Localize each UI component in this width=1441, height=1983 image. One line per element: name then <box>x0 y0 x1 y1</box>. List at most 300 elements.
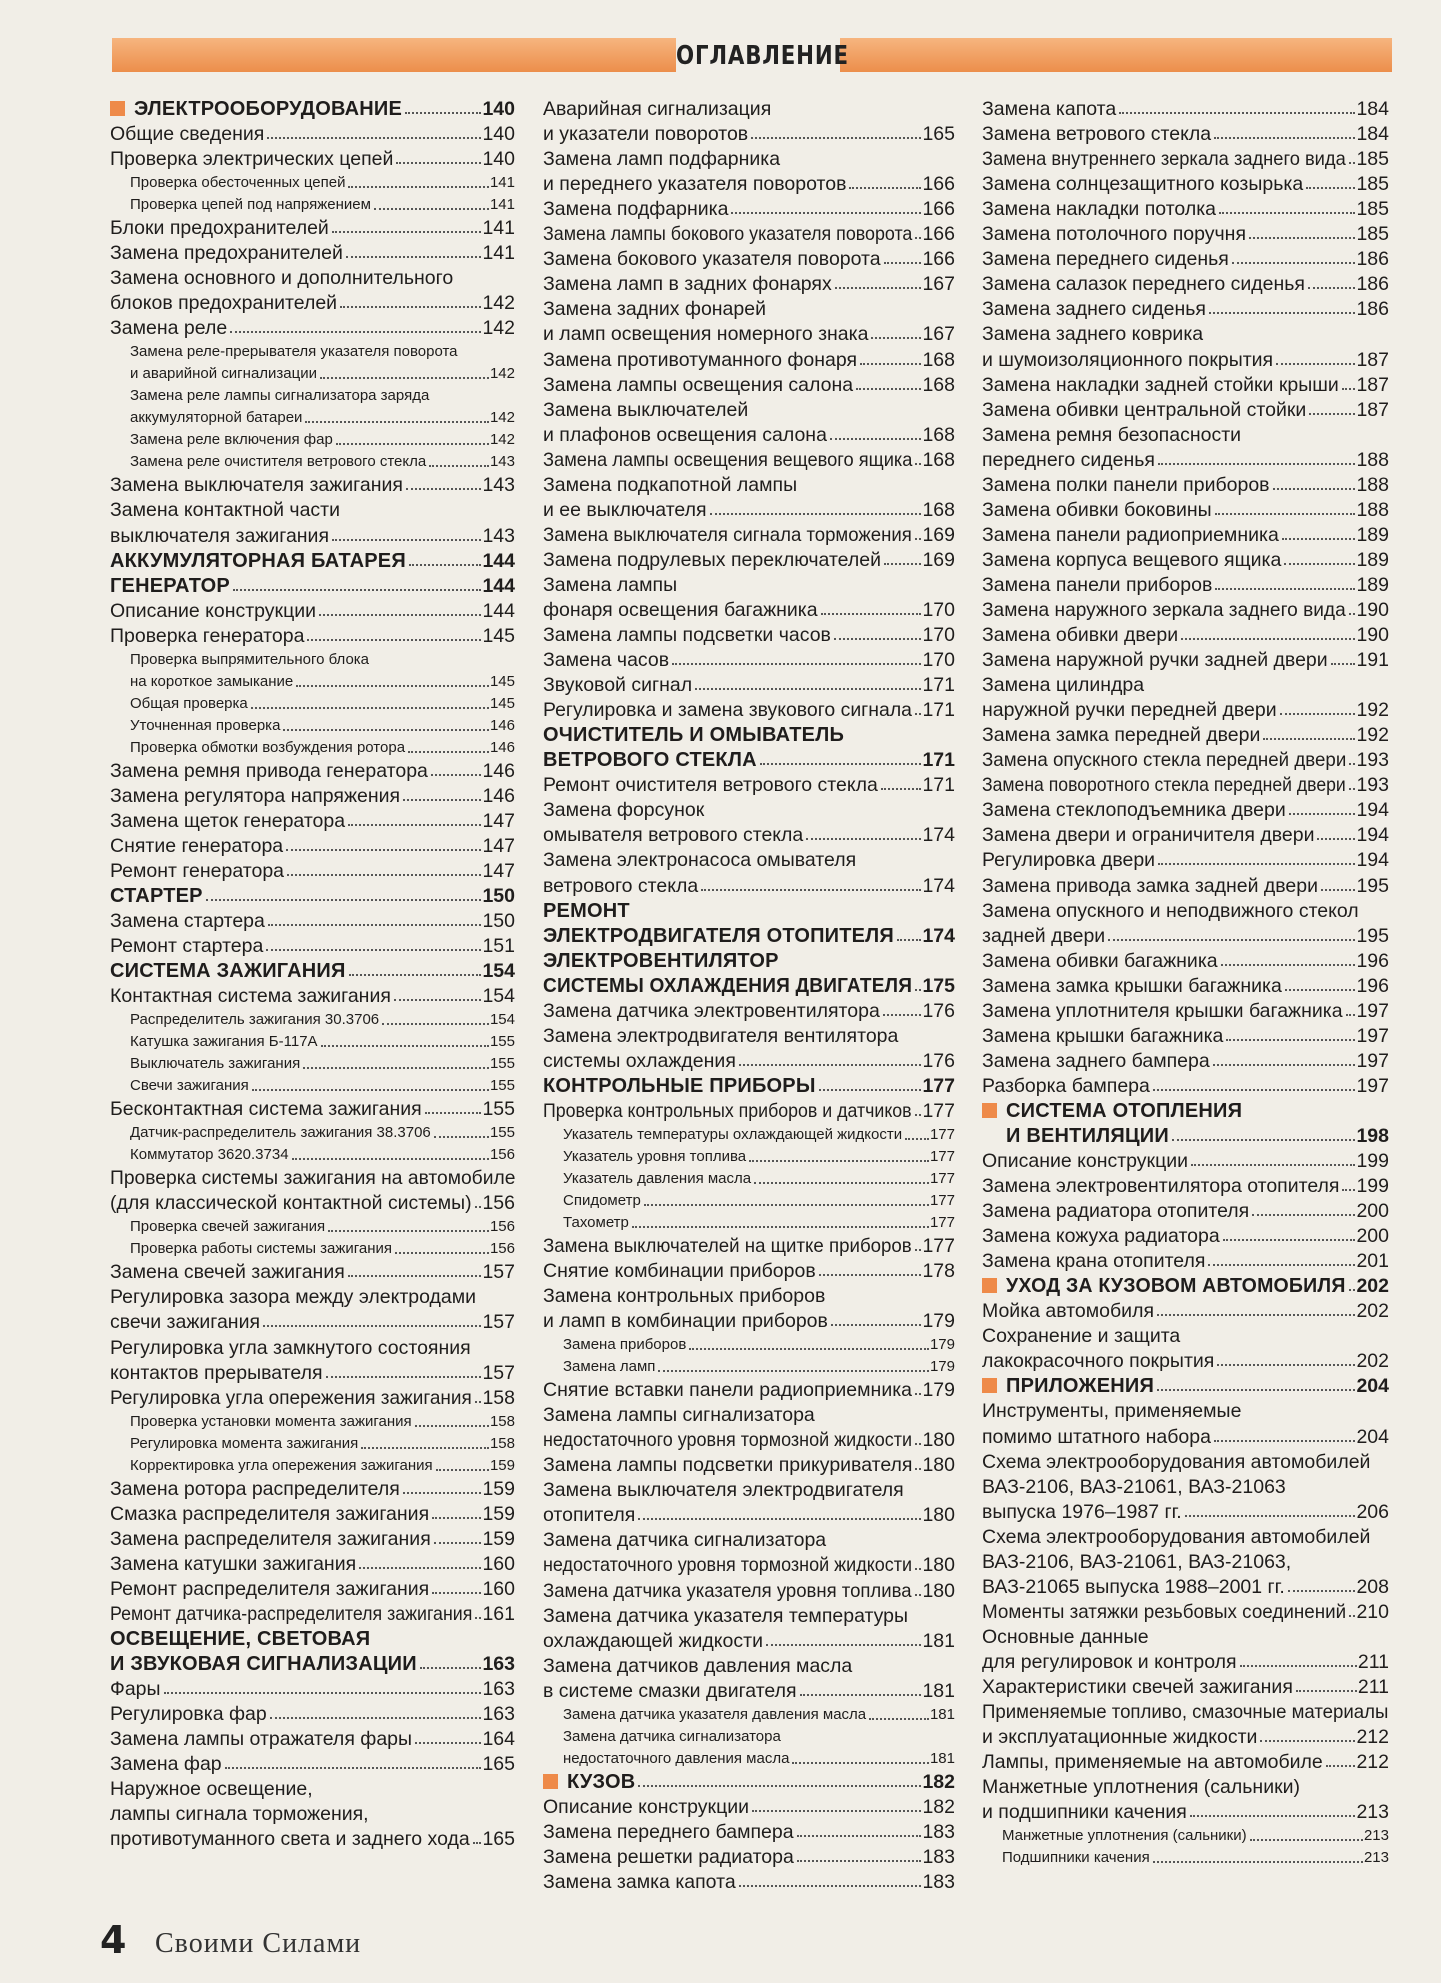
toc-entry[interactable] <box>110 621 515 646</box>
toc-entry[interactable] <box>110 781 515 806</box>
toc-entry[interactable] <box>543 795 955 845</box>
toc-entry-title: Замена ламп подфарника <box>543 148 781 171</box>
dot-leader <box>340 306 481 308</box>
toc-entry-title: Замена реле лампы сигнализатора заряда <box>130 387 430 405</box>
toc-entry[interactable] <box>543 1281 955 1331</box>
toc-subentry[interactable] <box>110 448 515 470</box>
dot-leader <box>164 1692 482 1694</box>
toc-subentry[interactable] <box>110 1408 515 1430</box>
dot-leader <box>409 564 482 566</box>
toc-entry[interactable] <box>110 1549 515 1574</box>
toc-page-number: 177 <box>929 1125 955 1143</box>
dot-leader <box>1349 1615 1355 1617</box>
toc-entry[interactable] <box>543 1842 955 1867</box>
dot-leader <box>883 1014 922 1016</box>
toc-entry[interactable] <box>982 495 1389 520</box>
toc-entry[interactable] <box>982 1396 1389 1446</box>
toc-entry-title: Замена двери и ограничителя двери <box>982 824 1315 847</box>
toc-subentry[interactable] <box>543 1187 955 1209</box>
dot-leader <box>1219 212 1355 214</box>
dot-leader <box>632 1226 929 1228</box>
toc-entry-title: Выключатель зажигания <box>130 1055 301 1073</box>
toc-entry-title: Замена ламп <box>563 1358 656 1376</box>
toc-subentry[interactable] <box>110 1072 515 1094</box>
toc-subentry[interactable] <box>982 1822 1389 1844</box>
toc-entry[interactable] <box>110 756 515 781</box>
toc-entry-title: Проверка работы системы зажигания <box>130 1240 393 1258</box>
toc-entry-title: Проверка генератора <box>110 624 305 647</box>
toc-subentry[interactable] <box>543 1723 955 1767</box>
toc-entry[interactable] <box>543 294 955 344</box>
toc-entry[interactable] <box>982 219 1389 244</box>
toc-entry-title: Замена подкапотной лампы <box>543 473 798 496</box>
toc-page-number: 188 <box>1356 498 1389 521</box>
toc-subentry[interactable] <box>110 382 515 426</box>
toc-entry[interactable] <box>982 1697 1389 1747</box>
toc-entry[interactable] <box>110 119 515 144</box>
toc-entry[interactable] <box>982 820 1389 845</box>
toc-entry[interactable] <box>982 570 1389 595</box>
toc-page-number: 146 <box>489 716 515 734</box>
toc-subentry[interactable] <box>110 1119 515 1141</box>
dot-leader <box>303 1067 489 1069</box>
toc-page-number: 202 <box>1356 1275 1389 1298</box>
toc-entry[interactable] <box>110 1699 515 1724</box>
toc-page-number: 144 <box>482 599 515 622</box>
toc-entry[interactable] <box>982 269 1389 294</box>
toc-subentry[interactable] <box>110 1028 515 1050</box>
toc-entry[interactable] <box>982 1597 1389 1622</box>
toc-entry-title: и аварийной сигнализации <box>130 365 317 383</box>
toc-page-number: 180 <box>922 1504 955 1527</box>
toc-page-number: 145 <box>482 624 515 647</box>
toc-entry[interactable] <box>982 1672 1389 1697</box>
toc-subentry[interactable] <box>543 1209 955 1231</box>
toc-subentry[interactable] <box>110 1141 515 1163</box>
toc-entry-title: Регулировка угла опережения зажигания <box>110 1386 472 1409</box>
dot-leader <box>819 1274 922 1276</box>
toc-entry[interactable] <box>110 981 515 1006</box>
dot-leader <box>749 1160 929 1162</box>
toc-entry[interactable] <box>982 1747 1389 1772</box>
toc-subentry[interactable] <box>543 1121 955 1143</box>
toc-section[interactable] <box>110 881 515 906</box>
dot-leader <box>752 1810 921 1812</box>
toc-entry[interactable] <box>110 1599 515 1624</box>
toc-entry[interactable] <box>543 94 955 144</box>
toc-page-number: 168 <box>922 373 955 396</box>
toc-entry[interactable] <box>543 470 955 520</box>
toc-entry-title: Замена стартера <box>110 910 265 933</box>
toc-subentry[interactable] <box>110 1430 515 1452</box>
toc-page-number: 186 <box>1356 298 1389 321</box>
toc-entry[interactable] <box>543 269 955 294</box>
toc-entry[interactable] <box>982 395 1389 420</box>
toc-entry[interactable] <box>982 520 1389 545</box>
toc-entry-title: Замена предохранителей <box>110 242 343 265</box>
toc-subentry[interactable] <box>543 1331 955 1353</box>
toc-entry-title: Замена радиатора отопителя <box>982 1200 1250 1223</box>
dot-leader <box>915 237 921 239</box>
toc-subentry[interactable] <box>110 1050 515 1072</box>
toc-entry[interactable] <box>982 1071 1389 1096</box>
toc-entry-title: в системе смазки двигателя <box>543 1679 797 1702</box>
toc-subentry[interactable] <box>543 1165 955 1187</box>
toc-page-number: 155 <box>482 1098 515 1121</box>
toc-section[interactable] <box>543 1767 955 1792</box>
toc-subentry[interactable] <box>110 338 515 382</box>
toc-section[interactable] <box>543 896 955 946</box>
toc-entry[interactable] <box>110 238 515 263</box>
toc-entry[interactable] <box>543 370 955 395</box>
dot-leader <box>225 1767 482 1769</box>
toc-entry-title: Проверка установки момента зажигания <box>130 1412 412 1430</box>
toc-entry[interactable] <box>982 870 1389 895</box>
toc-entry[interactable] <box>110 1282 515 1332</box>
toc-section[interactable] <box>982 1271 1389 1296</box>
toc-page-number: 186 <box>1356 273 1389 296</box>
toc-entry[interactable] <box>982 1171 1389 1196</box>
toc-entry[interactable] <box>110 1724 515 1749</box>
toc-entry[interactable] <box>982 971 1389 996</box>
toc-entry[interactable] <box>982 1046 1389 1071</box>
toc-page-number: 181 <box>929 1705 955 1723</box>
toc-subentry[interactable] <box>110 734 515 756</box>
toc-page-number: 157 <box>482 1261 515 1284</box>
toc-entry[interactable] <box>982 319 1389 369</box>
dot-leader <box>420 1667 482 1669</box>
toc-page-number: 193 <box>1356 749 1389 772</box>
toc-entry-title: Инструменты, применяемые <box>982 1400 1242 1423</box>
toc-entry[interactable] <box>543 1450 955 1475</box>
toc-entry-title: Замена распределителя зажигания <box>110 1527 431 1550</box>
dot-leader <box>1349 1289 1356 1291</box>
toc-entry[interactable] <box>543 996 955 1021</box>
dot-leader <box>710 513 922 515</box>
toc-entry-title: Ремонт генератора <box>110 859 285 882</box>
toc-page-number: 189 <box>1356 523 1389 546</box>
toc-section[interactable] <box>982 1096 1389 1146</box>
toc-entry[interactable] <box>982 720 1389 745</box>
toc-entry-title: Замена бокового указателя поворота <box>543 248 881 271</box>
dot-leader <box>905 1138 929 1140</box>
toc-entry-title: Замена датчика сигнализатора <box>563 1727 781 1745</box>
toc-page-number: 195 <box>1356 924 1389 947</box>
toc-subentry[interactable] <box>982 1844 1389 1866</box>
toc-page-number: 171 <box>922 699 955 722</box>
toc-entry[interactable] <box>982 645 1389 670</box>
toc-entry[interactable] <box>982 620 1389 645</box>
dot-leader <box>739 1064 922 1066</box>
toc-entry[interactable] <box>982 545 1389 570</box>
dot-leader <box>915 713 921 715</box>
toc-section[interactable] <box>110 94 515 119</box>
toc-entry[interactable] <box>543 1375 955 1400</box>
toc-entry[interactable] <box>543 194 955 219</box>
toc-entry-title: Замена крышки багажника <box>982 1024 1224 1047</box>
toc-subentry[interactable] <box>110 191 515 213</box>
toc-entry-title: Замена контактной части <box>110 499 341 522</box>
toc-entry-title: Свечи зажигания <box>130 1077 249 1095</box>
toc-entry[interactable] <box>543 219 955 244</box>
toc-page-number: 154 <box>482 985 515 1008</box>
toc-subentry[interactable] <box>110 426 515 448</box>
toc-entry[interactable] <box>110 1774 515 1849</box>
dot-leader <box>396 162 481 164</box>
toc-entry[interactable] <box>982 169 1389 194</box>
toc-entry[interactable] <box>110 470 515 495</box>
dot-leader <box>1306 187 1355 189</box>
toc-section[interactable] <box>543 720 955 770</box>
toc-entry[interactable] <box>982 1146 1389 1171</box>
toc-entry[interactable] <box>110 213 515 238</box>
toc-entry[interactable] <box>543 545 955 570</box>
toc-page-number: 147 <box>482 834 515 857</box>
toc-page-number: 179 <box>929 1358 955 1376</box>
toc-entry[interactable] <box>543 1792 955 1817</box>
toc-entry-title: Замена опускного стекла передней двери <box>982 749 1347 772</box>
toc-entry[interactable] <box>543 695 955 720</box>
toc-entry[interactable] <box>982 595 1389 620</box>
dot-leader <box>1273 488 1356 490</box>
dot-leader <box>1158 863 1355 865</box>
toc-entry[interactable] <box>110 1524 515 1549</box>
toc-entry[interactable] <box>543 620 955 645</box>
toc-entry[interactable] <box>982 1622 1389 1672</box>
toc-entry[interactable] <box>543 395 955 445</box>
toc-entry[interactable] <box>110 1474 515 1499</box>
toc-entry[interactable] <box>982 745 1389 770</box>
toc-page-number: 180 <box>922 1454 955 1477</box>
dot-leader <box>1215 513 1356 515</box>
toc-subentry[interactable] <box>110 1452 515 1474</box>
dot-leader <box>287 874 481 876</box>
toc-entry[interactable] <box>982 1221 1389 1246</box>
dot-leader <box>1342 1189 1355 1191</box>
toc-entry[interactable] <box>110 1257 515 1282</box>
dot-leader <box>263 1325 481 1327</box>
toc-entry[interactable] <box>543 1867 955 1892</box>
toc-entry[interactable] <box>110 856 515 881</box>
dot-leader <box>830 438 922 440</box>
toc-page-number: 201 <box>1356 1250 1389 1273</box>
toc-entry[interactable] <box>982 1522 1389 1597</box>
toc-entry[interactable] <box>982 370 1389 395</box>
toc-entry[interactable] <box>982 1772 1389 1822</box>
toc-entry[interactable] <box>543 670 955 695</box>
toc-page-number: 177 <box>922 1074 955 1097</box>
toc-entry[interactable] <box>543 445 955 470</box>
dot-leader <box>415 1425 489 1427</box>
toc-page-number: 192 <box>1356 724 1389 747</box>
dot-leader <box>1209 312 1355 314</box>
toc-entry[interactable] <box>110 144 515 169</box>
toc-entry[interactable] <box>982 996 1389 1021</box>
toc-entry-title: Распределитель зажигания 30.3706 <box>130 1011 380 1029</box>
toc-entry[interactable] <box>110 806 515 831</box>
toc-entry-title: Замена привода замка задней двери <box>982 874 1319 897</box>
toc-page-number: 170 <box>922 624 955 647</box>
dot-leader <box>797 1860 922 1862</box>
toc-entry[interactable] <box>110 931 515 956</box>
toc-entry[interactable] <box>110 1749 515 1774</box>
toc-subentry[interactable] <box>110 1006 515 1028</box>
toc-entry[interactable] <box>543 1575 955 1600</box>
toc-entry[interactable] <box>543 1021 955 1071</box>
toc-entry[interactable] <box>110 313 515 338</box>
toc-entry[interactable] <box>110 1383 515 1408</box>
toc-entry-title: СИСТЕМА ОТОПЛЕНИЯ <box>1006 1099 1243 1122</box>
toc-entry[interactable] <box>982 795 1389 820</box>
toc-section[interactable] <box>982 1371 1389 1396</box>
toc-entry-title: Замена полки панели приборов <box>982 473 1270 496</box>
toc-entry-title: СИСТЕМЫ ОХЛАЖДЕНИЯ ДВИГАТЕЛЯ <box>543 974 913 997</box>
toc-section[interactable] <box>110 546 515 571</box>
toc-entry[interactable] <box>543 570 955 620</box>
dot-leader <box>296 685 489 687</box>
toc-entry[interactable] <box>982 244 1389 269</box>
toc-entry[interactable] <box>110 1163 515 1213</box>
toc-page-number: 171 <box>922 749 955 772</box>
toc-entry[interactable] <box>982 896 1389 946</box>
toc-entry[interactable] <box>543 1400 955 1450</box>
toc-page-number: 156 <box>489 1218 515 1236</box>
toc-entry[interactable] <box>110 831 515 856</box>
toc-page-number: 166 <box>922 223 955 246</box>
toc-subentry[interactable] <box>110 169 515 191</box>
toc-entry[interactable] <box>543 244 955 269</box>
toc-entry[interactable] <box>982 1021 1389 1046</box>
toc-entry[interactable] <box>543 144 955 194</box>
toc-entry[interactable] <box>110 495 515 545</box>
toc-page-number: 187 <box>1356 373 1389 396</box>
dot-leader <box>1157 1314 1355 1316</box>
toc-subentry[interactable] <box>543 1701 955 1723</box>
toc-entry[interactable] <box>982 294 1389 319</box>
toc-section[interactable] <box>543 1071 955 1096</box>
toc-section[interactable] <box>110 571 515 596</box>
toc-entry[interactable] <box>110 596 515 621</box>
dot-leader <box>270 1717 482 1719</box>
toc-entry[interactable] <box>543 1231 955 1256</box>
toc-entry[interactable] <box>110 906 515 931</box>
toc-entry[interactable] <box>543 1817 955 1842</box>
dot-leader <box>884 262 922 264</box>
toc-entry-title: отопителя <box>543 1504 636 1527</box>
toc-entry[interactable] <box>982 770 1389 795</box>
toc-page-number: 181 <box>929 1749 955 1767</box>
toc-entry[interactable] <box>543 1601 955 1651</box>
toc-entry[interactable] <box>543 1475 955 1525</box>
dot-leader <box>395 1252 489 1254</box>
toc-subentry[interactable] <box>110 646 515 690</box>
toc-page-number: 184 <box>1356 123 1389 146</box>
toc-entry[interactable] <box>543 1651 955 1701</box>
toc-entry[interactable] <box>543 1256 955 1281</box>
toc-entry-title: и плафонов освещения салона <box>543 423 827 446</box>
toc-entry-title: Замена реле-прерывателя указателя поворота <box>130 343 458 361</box>
toc-entry[interactable] <box>982 670 1389 720</box>
toc-entry[interactable] <box>543 845 955 895</box>
toc-entry[interactable] <box>543 344 955 369</box>
toc-entry-title: Замена лампы отражателя фары <box>110 1728 413 1751</box>
toc-entry[interactable] <box>543 645 955 670</box>
dot-leader <box>915 538 921 540</box>
toc-entry[interactable] <box>110 263 515 313</box>
toc-subentry[interactable] <box>543 1143 955 1165</box>
toc-entry[interactable] <box>982 119 1389 144</box>
toc-page-number: 212 <box>1356 1726 1389 1749</box>
toc-subentry[interactable] <box>543 1353 955 1375</box>
toc-subentry[interactable] <box>110 1235 515 1257</box>
toc-entry[interactable] <box>543 1525 955 1575</box>
toc-entry-title: переднего сиденья <box>982 448 1155 471</box>
toc-entry[interactable] <box>982 946 1389 971</box>
toc-entry[interactable] <box>543 770 955 795</box>
toc-entry[interactable] <box>982 1447 1389 1522</box>
toc-entry[interactable] <box>110 1574 515 1599</box>
toc-entry[interactable] <box>982 845 1389 870</box>
toc-entry[interactable] <box>982 94 1389 119</box>
toc-page-number: 196 <box>1356 949 1389 972</box>
toc-entry[interactable] <box>110 1499 515 1524</box>
toc-entry-title: Манжетные уплотнения (сальники) <box>982 1776 1301 1799</box>
toc-entry-title: Тахометр <box>563 1213 629 1231</box>
toc-entry[interactable] <box>543 1096 955 1121</box>
toc-entry[interactable] <box>982 1196 1389 1221</box>
toc-entry[interactable] <box>543 520 955 545</box>
toc-entry-title: СТАРТЕР <box>110 884 203 907</box>
toc-entry-title: Регулировка зазора между электродами <box>110 1286 477 1309</box>
toc-subentry[interactable] <box>110 712 515 734</box>
toc-entry[interactable] <box>982 470 1389 495</box>
toc-entry[interactable] <box>110 1332 515 1382</box>
toc-entry[interactable] <box>982 1321 1389 1371</box>
toc-entry[interactable] <box>110 1094 515 1119</box>
toc-entry-title: Замена датчиков давления масла <box>543 1654 853 1677</box>
toc-entry[interactable] <box>982 420 1389 470</box>
toc-entry-title: Замена реле <box>110 317 228 340</box>
toc-entry-title: и ламп освещения номерного знака <box>543 323 869 346</box>
toc-section[interactable] <box>110 1624 515 1674</box>
toc-page-number: 141 <box>482 217 515 240</box>
toc-page-number: 195 <box>1356 874 1389 897</box>
toc-section[interactable] <box>110 956 515 981</box>
toc-entry-title: Замена обивки двери <box>982 624 1179 647</box>
toc-page-number: 157 <box>482 1361 515 1384</box>
toc-page-number: 156 <box>489 1146 515 1164</box>
dot-leader <box>332 539 481 541</box>
toc-page-number: 196 <box>1356 974 1389 997</box>
toc-entry-title: РЕМОНТ <box>543 899 630 922</box>
dot-leader <box>1346 1014 1356 1016</box>
dot-leader <box>425 1112 482 1114</box>
toc-entry[interactable] <box>982 144 1389 169</box>
toc-section[interactable] <box>543 946 955 996</box>
toc-entry[interactable] <box>982 194 1389 219</box>
toc-entry-title: задней двери <box>982 924 1106 947</box>
toc-page-number: 181 <box>922 1679 955 1702</box>
toc-entry[interactable] <box>982 1296 1389 1321</box>
toc-entry-title: Замена лампы бокового указателя поворота <box>543 223 913 246</box>
toc-subentry[interactable] <box>110 1213 515 1235</box>
toc-entry[interactable] <box>982 1246 1389 1271</box>
toc-page-number: 190 <box>1356 624 1389 647</box>
toc-entry-title: Замена реле очистителя ветрового стекла <box>130 453 427 471</box>
toc-page-number: 161 <box>482 1602 515 1625</box>
toc-entry[interactable] <box>110 1674 515 1699</box>
toc-subentry[interactable] <box>110 690 515 712</box>
